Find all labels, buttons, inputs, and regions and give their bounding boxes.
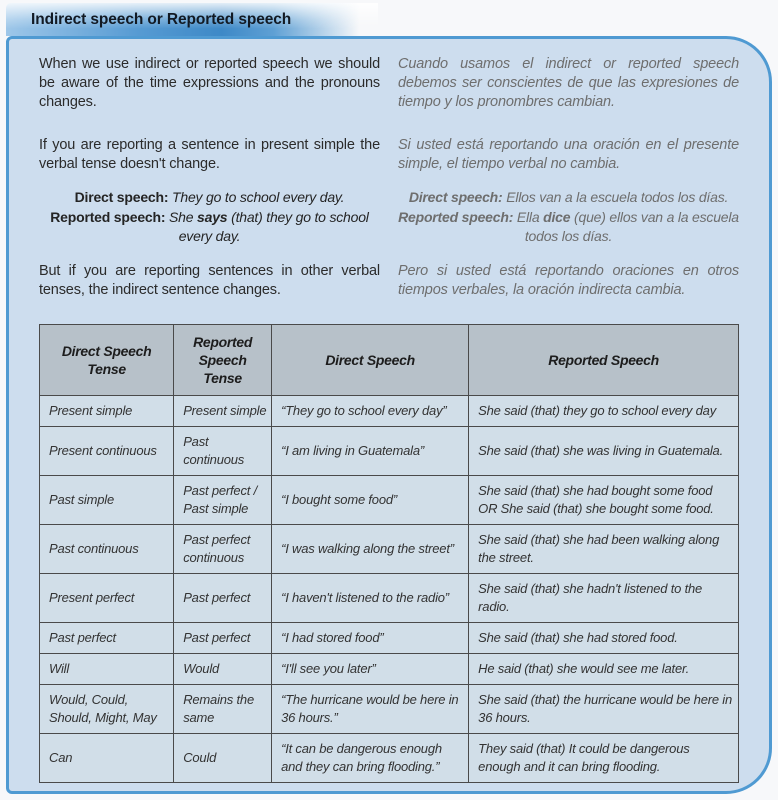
- table-cell: “It can be dangerous enough and they can bring flooding.”: [272, 733, 469, 782]
- paragraph-other-tenses-es: Pero si usted está reportando oraciones en otros tiempos verbales, la oración indirecta cambia.: [398, 262, 739, 298]
- table-cell: She said (that) she had been walking along the street.: [469, 524, 739, 573]
- table-cell: Past perfect / Past simple: [174, 475, 272, 524]
- table-cell: “I bought some food”: [272, 475, 469, 524]
- table-cell: She said (that) she was living in Guatemala.: [469, 426, 739, 475]
- example-reported-wrap-en: every day.: [178, 228, 241, 244]
- table-cell: “I haven't listened to the radio”: [272, 573, 469, 622]
- table-row: [40, 653, 739, 684]
- reported-speech-pre: She: [169, 208, 194, 225]
- table-row: [40, 622, 739, 653]
- column-header-reported-speech: Reported Speech: [469, 324, 739, 395]
- table-cell: Present perfect: [40, 573, 174, 622]
- table-cell: Present simple: [40, 395, 174, 426]
- column-header-direct-speech: Direct Speech: [272, 324, 469, 395]
- table-row: [40, 475, 739, 524]
- table-cell: “I was walking along the street”: [272, 524, 469, 573]
- example-direct-line-es: [398, 188, 739, 208]
- example-row: [39, 188, 739, 247]
- page-title: Indirect speech or Reported speech: [31, 10, 292, 28]
- table-cell: Past continuous: [174, 426, 272, 475]
- reported-speech-post: (that) they go to school: [231, 208, 369, 225]
- table-row: [40, 426, 739, 475]
- table-cell: Past simple: [40, 475, 174, 524]
- title-bar: [6, 3, 378, 36]
- column-header-direct-tense: Direct Speech Tense: [40, 324, 174, 395]
- table-cell: “The hurricane would be here in 36 hours.”: [272, 684, 469, 733]
- table-cell: She said (that) she had bought some food OR She said (that) she bought some food.: [469, 475, 739, 524]
- table-cell: Could: [174, 733, 272, 782]
- table-cell: They said (that) It could be dangerous enough and it can bring flooding.: [469, 733, 739, 782]
- table-row: [40, 395, 739, 426]
- table-cell: “I had stored food”: [272, 622, 469, 653]
- content-panel: [6, 36, 772, 794]
- table-row: [40, 573, 739, 622]
- table-cell: She said (that) the hurricane would be here in 36 hours.: [469, 684, 739, 733]
- direct-speech-text: They go to school every day.: [172, 189, 345, 205]
- table-cell: “They go to school every day”: [272, 395, 469, 426]
- column-header-reported-tense: Reported Speech Tense: [174, 324, 272, 395]
- example-reported-line-en: [39, 208, 380, 228]
- table-cell: She said (that) they go to school every day: [469, 395, 739, 426]
- table-cell: “I'll see you later”: [272, 653, 469, 684]
- table-cell: Past perfect continuous: [174, 524, 272, 573]
- table-cell: “I am living in Guatemala”: [272, 426, 469, 475]
- paragraph-time-expressions-en: When we use indirect or reported speech we should be aware of the time expressions and the pronouns changes.: [39, 56, 380, 110]
- table-cell: Past perfect: [174, 622, 272, 653]
- table-cell: He said (that) she would see me later.: [469, 653, 739, 684]
- table-cell: Past perfect: [174, 573, 272, 622]
- table-cell: Present simple: [174, 395, 272, 426]
- table-cell: Can: [40, 733, 174, 782]
- example-reported-line-es: [398, 208, 739, 228]
- example-spanish: [398, 188, 739, 247]
- reported-speech-label: Reported speech:: [50, 208, 166, 225]
- table-cell: Present continuous: [40, 426, 174, 475]
- table-cell: Past perfect: [40, 622, 174, 653]
- example-reported-wrap-es: todos los días.: [524, 228, 613, 244]
- reported-speech-post-es: (que) ellos van a la escuela: [574, 208, 739, 225]
- table-cell: She said (that) she hadn't listened to the radio.: [469, 573, 739, 622]
- table-cell: Would: [174, 653, 272, 684]
- example-english: [39, 188, 380, 247]
- speech-comparison-table: [39, 324, 739, 783]
- intro-row-2: [39, 136, 739, 174]
- paragraph-other-tenses-en: But if you are reporting sentences in other verbal tenses, the indirect sentence changes.: [39, 262, 380, 298]
- direct-speech-text-es: Ellos van a la escuela todos los días.: [506, 189, 729, 205]
- table-row: [40, 733, 739, 782]
- table-cell: Past continuous: [40, 524, 174, 573]
- direct-speech-label: Direct speech:: [74, 189, 169, 205]
- reported-speech-label-es: Reported speech:: [398, 208, 514, 225]
- table-cell: Will: [40, 653, 174, 684]
- intro-row-3: [39, 262, 739, 300]
- table-row: [40, 524, 739, 573]
- reported-speech-verb: says: [197, 208, 228, 225]
- paragraph-time-expressions-es: Cuando usamos el indirect or reported speech debemos ser conscientes de que las expresiones de tiempo y los pronombres cambian.: [398, 56, 739, 110]
- example-direct-line-en: [39, 188, 380, 208]
- direct-speech-label-es: Direct speech:: [408, 189, 503, 205]
- paragraph-present-simple-es: Si usted está reportando una oración en el presente simple, el tiempo verbal no cambia.: [398, 137, 739, 172]
- paragraph-present-simple-en: If you are reporting a sentence in present simple the verbal tense doesn't change.: [39, 137, 380, 172]
- table-cell: Remains the same: [174, 684, 272, 733]
- intro-row-1: [39, 55, 739, 112]
- table-cell: Would, Could, Should, Might, May: [40, 684, 174, 733]
- reported-speech-pre-es: Ella: [516, 208, 540, 225]
- table-cell: She said (that) she had stored food.: [469, 622, 739, 653]
- table-row: [40, 684, 739, 733]
- table-header-row: [40, 324, 739, 395]
- reported-speech-verb-es: dice: [543, 208, 571, 225]
